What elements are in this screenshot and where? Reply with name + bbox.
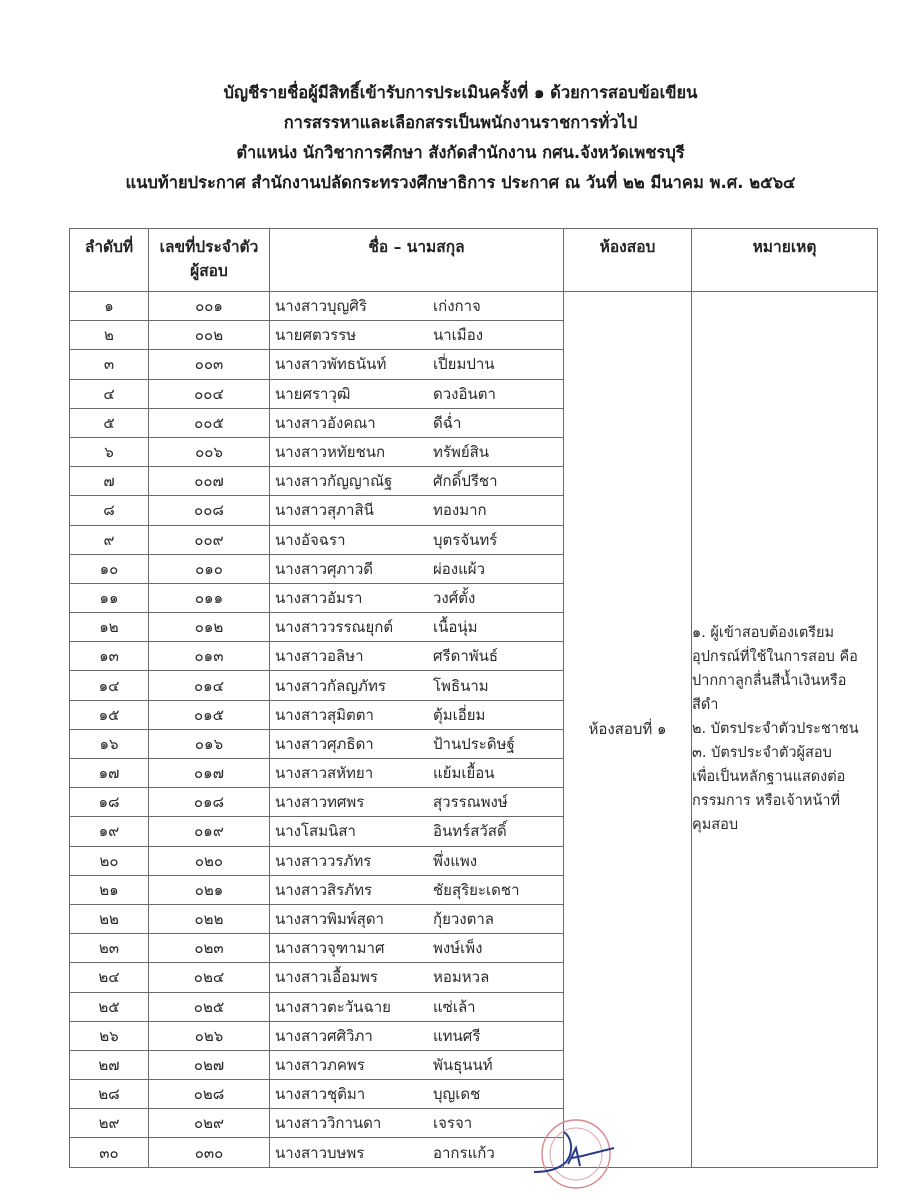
cell-seq: ๘	[70, 496, 149, 525]
last-name: ทองมาก	[433, 501, 487, 520]
name-wrap	[270, 382, 563, 406]
cell-candidate-id: ๐๐๑	[149, 292, 270, 321]
name-wrap	[270, 995, 563, 1019]
first-name: นางสาวพิมพ์สุดา	[275, 910, 384, 929]
last-name: วงศ์ตั้ง	[433, 588, 476, 607]
last-name: พึ่งแพง	[433, 851, 478, 870]
cell-full-name	[270, 554, 564, 583]
cell-full-name	[270, 496, 564, 525]
cell-seq: ๑๗	[70, 759, 149, 788]
last-name: แย้มเยื้อน	[433, 764, 495, 783]
first-name: นางสาวสหัทยา	[275, 764, 374, 783]
first-name: นางสาวอัมรา	[275, 588, 363, 607]
first-name: นางสาวบุญศิริ	[275, 297, 367, 316]
cell-full-name	[270, 992, 564, 1021]
first-name: นางสาวศุภธิดา	[275, 734, 374, 753]
name-wrap	[270, 469, 563, 493]
first-name: นางสาวกัญญาณัฐ	[275, 472, 393, 491]
cell-seq: ๑๖	[70, 729, 149, 758]
name-wrap	[270, 732, 563, 756]
cell-full-name	[270, 904, 564, 933]
cell-full-name	[270, 613, 564, 642]
first-name: นางสาวศุภาวดี	[275, 559, 373, 578]
first-name: นางสาวพัทธนันท์	[275, 355, 387, 374]
name-wrap	[270, 819, 563, 843]
cell-full-name	[270, 700, 564, 729]
cell-seq: ๒๒	[70, 904, 149, 933]
cell-full-name	[270, 759, 564, 788]
cell-seq: ๑๘	[70, 788, 149, 817]
cell-candidate-id: ๐๑๓	[149, 642, 270, 671]
name-wrap	[270, 294, 563, 318]
last-name: ป้านประดิษฐ์	[433, 734, 515, 753]
first-name: นางสาววรรณยุกต์	[275, 618, 394, 637]
cell-seq: ๒๖	[70, 1021, 149, 1050]
cell-candidate-id: ๐๑๐	[149, 554, 270, 583]
cell-full-name	[270, 1109, 564, 1138]
first-name: นางสาวศศิวิภา	[275, 1026, 373, 1045]
name-wrap	[270, 907, 563, 931]
remark-line: ๑. ผู้เข้าสอบต้องเตรียม	[692, 625, 835, 642]
signature-stroke-2	[568, 1148, 614, 1166]
candidate-table	[69, 228, 878, 1168]
cell-candidate-id: ๐๒๗	[149, 1050, 270, 1079]
col-header-room: ห้องสอบ	[564, 229, 692, 292]
first-name: นางโสมนิสา	[275, 822, 356, 841]
first-name: นางสาวอังคณา	[275, 413, 376, 432]
last-name: เปี่ยมปาน	[433, 355, 495, 374]
last-name: หอมหวล	[433, 968, 490, 987]
name-wrap	[270, 411, 563, 435]
last-name: เจรจา	[433, 1114, 473, 1133]
title-line-4: แนบท้ายประกาศ สำนักงานปลัดกระทรวงศึกษาธิการ ประกาศ ณ วันที่ ๒๒ มีนาคม พ.ศ. ๒๕๖๔	[125, 173, 796, 192]
official-seal-stamp	[528, 1112, 620, 1192]
cell-seq: ๒๘	[70, 1080, 149, 1109]
remark-line: เพื่อเป็นหลักฐานแสดงต่อ	[692, 769, 846, 786]
name-wrap	[270, 586, 563, 610]
cell-candidate-id: ๐๒๖	[149, 1021, 270, 1050]
cell-candidate-id: ๐๐๙	[149, 525, 270, 554]
last-name: ผ่องแผ้ว	[433, 559, 486, 578]
name-wrap	[270, 965, 563, 989]
cell-full-name	[270, 437, 564, 466]
cell-candidate-id: ๐๑๕	[149, 700, 270, 729]
cell-full-name	[270, 350, 564, 379]
cell-seq: ๓๐	[70, 1138, 149, 1167]
last-name: ดีฉ่ำ	[433, 413, 462, 432]
name-wrap	[270, 1111, 563, 1135]
cell-candidate-id: ๐๑๒	[149, 613, 270, 642]
cell-seq: ๑๕	[70, 700, 149, 729]
name-wrap	[270, 849, 563, 873]
last-name: ดวงอินตา	[433, 384, 496, 403]
last-name: ทรัพย์สิน	[433, 443, 490, 462]
col-header-id-line2: ผู้สอบ	[190, 262, 228, 280]
cell-seq: ๑๒	[70, 613, 149, 642]
table-body	[70, 292, 878, 1168]
cell-full-name	[270, 788, 564, 817]
cell-seq: ๒๓	[70, 934, 149, 963]
cell-seq: ๑๑	[70, 583, 149, 612]
cell-candidate-id: ๐๒๐	[149, 846, 270, 875]
last-name: ตุ้มเอี่ยม	[433, 705, 486, 724]
title-line-2: การสรรหาและเลือกสรรเป็นพนักงานราชการทั่วไป	[283, 113, 638, 132]
cell-seq: ๒๗	[70, 1050, 149, 1079]
cell-seq: ๑๐	[70, 554, 149, 583]
cell-full-name	[270, 642, 564, 671]
cell-candidate-id: ๐๒๓	[149, 934, 270, 963]
name-wrap	[270, 557, 563, 581]
cell-seq: ๕	[70, 408, 149, 437]
cell-seq: ๙	[70, 525, 149, 554]
cell-candidate-id: ๐๑๗	[149, 759, 270, 788]
name-wrap	[270, 1053, 563, 1077]
last-name: เนื้อนุ่ม	[433, 618, 478, 637]
first-name: นางสาวเอื้อมพร	[275, 968, 378, 987]
cell-full-name	[270, 934, 564, 963]
last-name: อินทร์สวัสดิ์	[433, 822, 507, 841]
cell-full-name	[270, 1138, 564, 1167]
cell-candidate-id: ๐๒๕	[149, 992, 270, 1021]
cell-seq: ๒๕	[70, 992, 149, 1021]
col-header-seq: ลำดับที่	[70, 229, 149, 292]
cell-candidate-id: ๐๑๔	[149, 671, 270, 700]
cell-candidate-id: ๐๒๒	[149, 904, 270, 933]
cell-candidate-id: ๐๑๘	[149, 788, 270, 817]
last-name: แทนศรี	[433, 1026, 481, 1045]
cell-candidate-id: ๐๑๖	[149, 729, 270, 758]
first-name: นางสาววรภัทร	[275, 851, 372, 870]
cell-candidate-id: ๐๐๗	[149, 467, 270, 496]
cell-full-name	[270, 875, 564, 904]
cell-remarks	[692, 292, 878, 1168]
seal-inner-ring	[550, 1128, 602, 1180]
name-wrap	[270, 1082, 563, 1106]
remark-line: คุมสอบ	[692, 817, 739, 834]
cell-full-name	[270, 729, 564, 758]
last-name: แซ่เล้า	[433, 997, 476, 1016]
cell-seq: ๒	[70, 321, 149, 350]
col-header-note: หมายเหตุ	[692, 229, 878, 292]
name-wrap	[270, 644, 563, 668]
cell-seq: ๑๙	[70, 817, 149, 846]
name-wrap	[270, 1141, 563, 1165]
last-name: บุตรจันทร์	[433, 530, 498, 549]
remark-line: ปากกาลูกลื่นสีน้ำเงินหรือ	[692, 673, 847, 690]
last-name: บุญเดช	[433, 1085, 481, 1104]
cell-full-name	[270, 525, 564, 554]
cell-seq: ๑๔	[70, 671, 149, 700]
name-wrap	[270, 878, 563, 902]
first-name: นางสาวทศพร	[275, 793, 365, 812]
name-wrap	[270, 440, 563, 464]
cell-full-name	[270, 1050, 564, 1079]
cell-seq: ๑	[70, 292, 149, 321]
cell-seq: ๑๓	[70, 642, 149, 671]
first-name: นางสาวชุติมา	[275, 1085, 366, 1104]
cell-candidate-id: ๐๒๑	[149, 875, 270, 904]
cell-seq: ๒๔	[70, 963, 149, 992]
name-wrap	[270, 323, 563, 347]
document-title	[0, 78, 921, 198]
name-wrap	[270, 498, 563, 522]
cell-full-name	[270, 671, 564, 700]
remark-line: ๓. บัตรประจำตัวผู้สอบ	[692, 745, 832, 762]
last-name: โพธินาม	[433, 676, 489, 695]
remark-line: อุปกรณ์ที่ใช้ในการสอบ คือ	[692, 649, 858, 666]
cell-full-name	[270, 379, 564, 408]
seal-outer-ring	[542, 1120, 610, 1188]
cell-candidate-id: ๐๓๐	[149, 1138, 270, 1167]
first-name: นางสาวหทัยชนก	[275, 443, 386, 462]
cell-seq: ๒๙	[70, 1109, 149, 1138]
cell-full-name	[270, 408, 564, 437]
first-name: นางอัจฉรา	[275, 530, 346, 549]
cell-candidate-id: ๐๐๔	[149, 379, 270, 408]
name-wrap	[270, 1024, 563, 1048]
name-wrap	[270, 790, 563, 814]
cell-candidate-id: ๐๑๙	[149, 817, 270, 846]
last-name: สุวรรณพงษ์	[433, 793, 508, 812]
cell-candidate-id: ๐๑๑	[149, 583, 270, 612]
cell-full-name	[270, 292, 564, 321]
remark-line: กรรมการ หรือเจ้าหน้าที่	[692, 793, 841, 810]
first-name: นางสาววิกานดา	[275, 1114, 382, 1133]
title-line-3: ตำแหน่ง นักวิชาการศึกษา สังกัดสำนักงาน กศน.จังหวัดเพชรบุรี	[236, 143, 685, 162]
table-header-row	[70, 229, 878, 292]
col-header-id	[149, 229, 270, 292]
cell-seq: ๒๑	[70, 875, 149, 904]
first-name: นายศตวรรษ	[275, 326, 357, 345]
first-name: นางสาวสิรภัทร	[275, 880, 373, 899]
cell-full-name	[270, 321, 564, 350]
first-name: นางสาวสุภาสินี	[275, 501, 374, 520]
last-name: อากรแก้ว	[433, 1143, 495, 1162]
cell-exam-room: ห้องสอบที่ ๑	[564, 292, 692, 1168]
first-name: นายศราวุฒิ	[275, 384, 351, 403]
first-name: นางสาวสุมิตตา	[275, 705, 374, 724]
remark-line: ๒. บัตรประจำตัวประชาชน	[692, 721, 859, 738]
cell-candidate-id: ๐๒๘	[149, 1080, 270, 1109]
cell-full-name	[270, 963, 564, 992]
cell-seq: ๖	[70, 437, 149, 466]
cell-candidate-id: ๐๐๕	[149, 408, 270, 437]
first-name: นางสาวกัลญภัทร	[275, 676, 386, 695]
col-header-id-line1: เลขที่ประจำตัว	[159, 238, 259, 256]
last-name: นาเมือง	[433, 326, 484, 345]
first-name: นางสาวจุฑามาศ	[275, 939, 385, 958]
last-name: เก่งกาจ	[433, 297, 481, 316]
table-row	[70, 292, 878, 321]
name-wrap	[270, 352, 563, 376]
cell-full-name	[270, 1080, 564, 1109]
cell-candidate-id: ๐๐๘	[149, 496, 270, 525]
first-name: นางสาวอลิษา	[275, 647, 364, 666]
name-wrap	[270, 761, 563, 785]
last-name: ศรีดาพันธ์	[433, 647, 499, 666]
first-name: นางสาวตะวันฉาย	[275, 997, 391, 1016]
last-name: กุ้ยวงตาล	[433, 910, 494, 929]
name-wrap	[270, 936, 563, 960]
name-wrap	[270, 703, 563, 727]
remark-line: สีดำ	[692, 697, 719, 714]
name-wrap	[270, 528, 563, 552]
col-header-name: ชื่อ – นามสกุล	[270, 229, 564, 292]
cell-full-name	[270, 817, 564, 846]
cell-candidate-id: ๐๐๖	[149, 437, 270, 466]
cell-candidate-id: ๐๒๔	[149, 963, 270, 992]
cell-full-name	[270, 846, 564, 875]
cell-candidate-id: ๐๒๙	[149, 1109, 270, 1138]
first-name: นางสาวภคพร	[275, 1055, 365, 1074]
first-name: นางสาวบษพร	[275, 1143, 365, 1162]
cell-candidate-id: ๐๐๒	[149, 321, 270, 350]
name-wrap	[270, 674, 563, 698]
cell-full-name	[270, 1021, 564, 1050]
cell-seq: ๒๐	[70, 846, 149, 875]
last-name: ศักดิ์ปรีชา	[433, 472, 498, 491]
cell-full-name	[270, 583, 564, 612]
title-line-1: บัญชีรายชื่อผู้มีสิทธิ์เข้ารับการประเมินครั้งที่ ๑ ด้วยการสอบข้อเขียน	[223, 83, 698, 102]
name-wrap	[270, 615, 563, 639]
cell-seq: ๓	[70, 350, 149, 379]
last-name: พงษ์เพ็ง	[433, 939, 483, 958]
cell-candidate-id: ๐๐๓	[149, 350, 270, 379]
last-name: ชัยสุริยะเดชา	[433, 880, 520, 899]
cell-full-name	[270, 467, 564, 496]
cell-seq: ๔	[70, 379, 149, 408]
last-name: พันธุนนท์	[433, 1055, 493, 1074]
cell-seq: ๗	[70, 467, 149, 496]
